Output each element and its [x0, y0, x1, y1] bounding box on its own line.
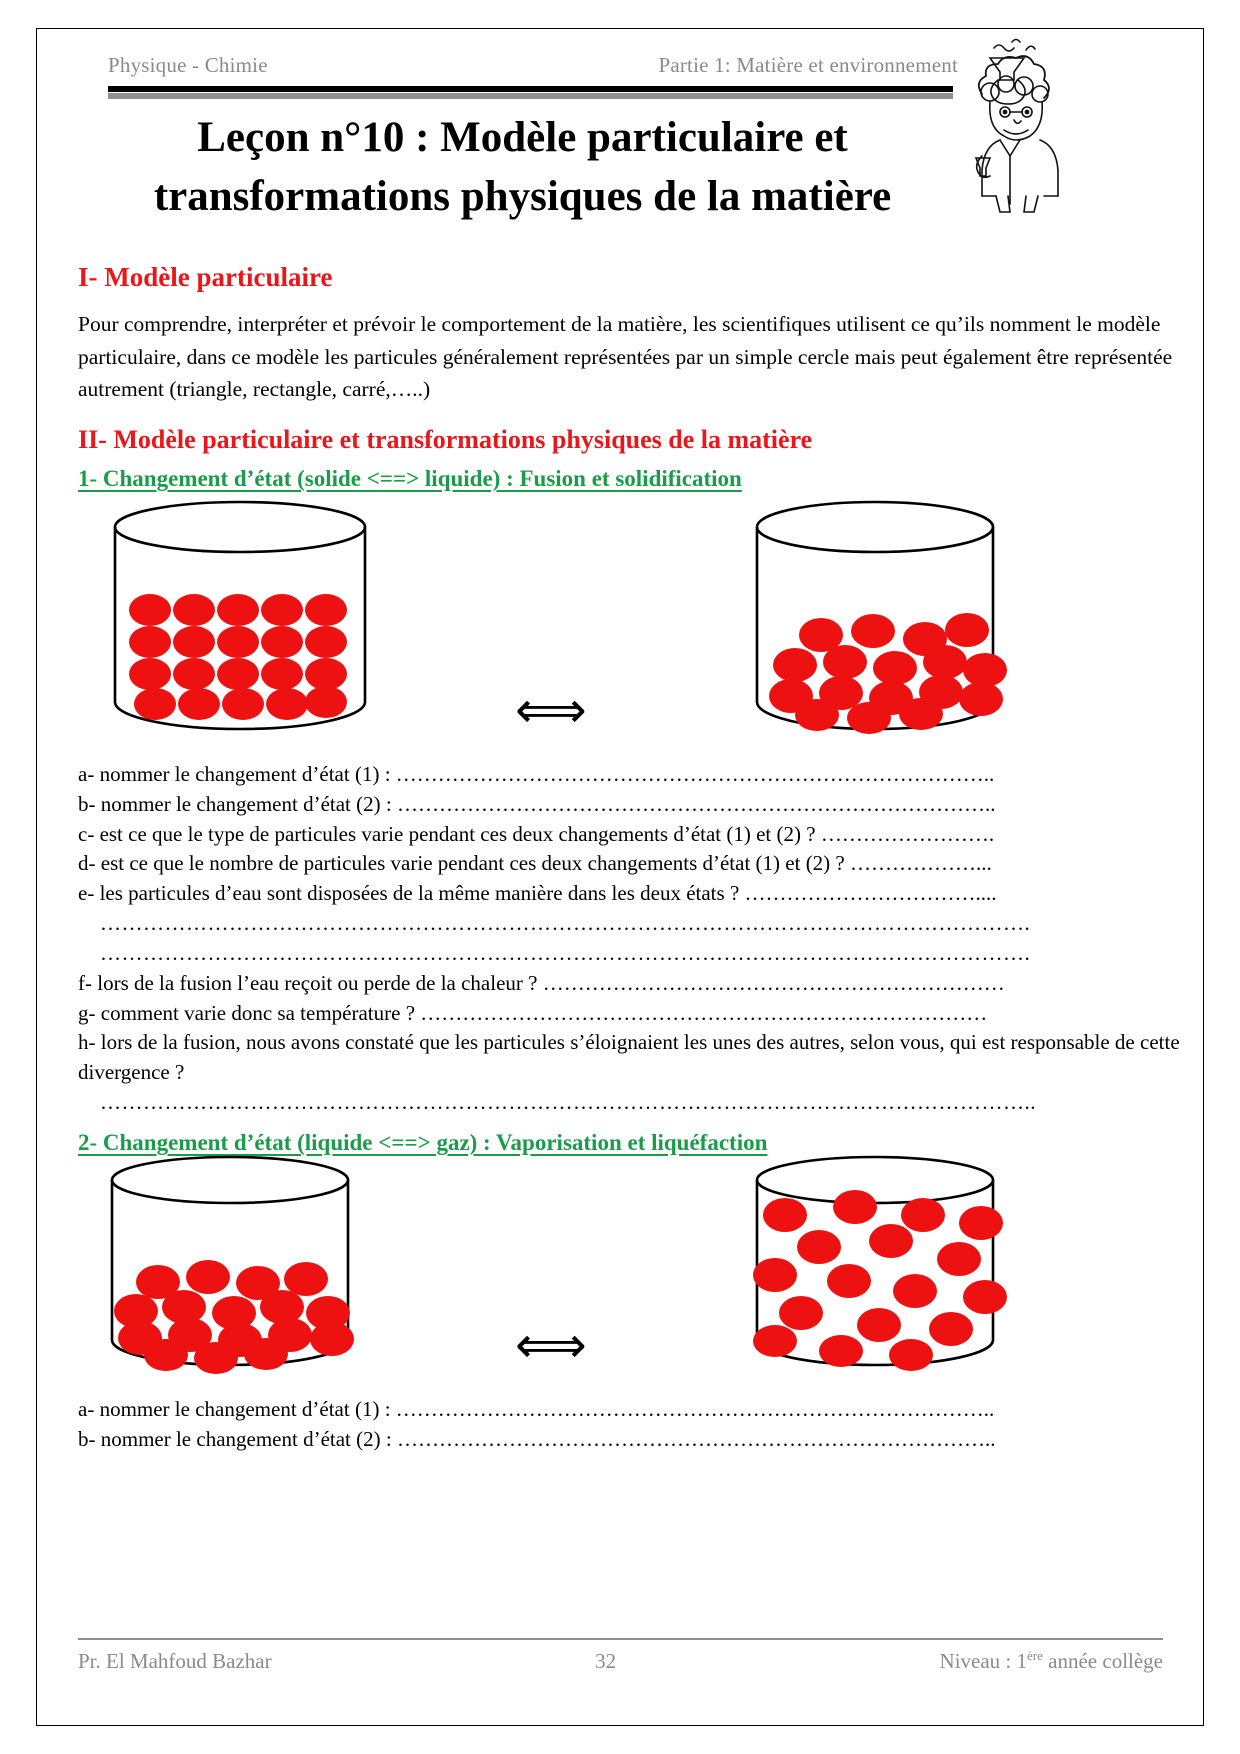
subsection-2-heading: 2- Changement d’état (liquide <==> gaz) : Vaporisation et liquéfaction: [78, 1130, 768, 1155]
header-rule-black: [108, 86, 953, 92]
beaker-gas: [745, 1155, 1025, 1385]
question-line: a- nommer le changement d’état (1) : …………………………………………………………………………..: [78, 1397, 995, 1421]
question-line: b- nommer le changement d’état (2) : …………………………………………………………………………..: [78, 791, 996, 816]
question-line: b- nommer le changement d’état (2) : …………………………………………………………………………..: [78, 1426, 996, 1451]
question-block-1: [78, 760, 1183, 1118]
question-line: c- est ce que le type de particules varie pendant ces deux changements d’état (1) et (2) ? …………………….: [78, 821, 995, 846]
answer-dotted-line: ………………………………………………………………………………………………………………….: [100, 911, 1031, 936]
footer-page-number: 32: [595, 1648, 617, 1673]
footer-level-suffix: année collège: [1042, 1649, 1163, 1673]
transformation-arrow-1: ⟺: [515, 681, 587, 739]
scientist-mascot-icon: [960, 36, 1080, 216]
beaker-liquid: [745, 500, 1025, 750]
header-rule-gray: [108, 93, 953, 99]
question-line: e- les particules d’eau sont disposées de la même manière dans les deux états ? ……………………………....: [78, 881, 997, 906]
answer-dotted-line: ………………………………………………………………………………………………………………….: [100, 940, 1031, 965]
footer-level: [940, 1648, 1163, 1674]
figure-liquid-gas: [0, 1155, 1240, 1385]
question-line: a- nommer le changement d’état (1) : …………………………………………………………………………..: [78, 762, 995, 786]
answer-dotted-line: …………………………………………………………………………………………………………………..: [100, 1089, 1036, 1114]
page-title: Leçon n°10 : Modèle particulaire et transformations physiques de la matière: [153, 114, 892, 221]
question-line: h- lors de la fusion, nous avons constaté que les particules s’éloignaient les unes des autres, selon vous, qui est responsable de cette divergence ?: [78, 1030, 1180, 1085]
section-2-heading: II- Modèle particulaire et transformations physiques de la matière: [78, 425, 813, 454]
footer-level-prefix: Niveau : 1: [939, 1649, 1028, 1673]
beaker-solid: [100, 500, 400, 750]
header-subject: Physique - Chimie: [108, 52, 268, 77]
section-1-heading: I- Modèle particulaire: [78, 262, 333, 292]
footer-level-ordinal: ère: [1027, 1648, 1043, 1663]
footer-author: Pr. El Mahfoud Bazhar: [78, 1648, 272, 1673]
question-block-2: [78, 1395, 1183, 1455]
beaker-liquid-2: [100, 1155, 380, 1385]
transformation-arrow-2: ⟺: [515, 1316, 587, 1374]
question-line: f- lors de la fusion l’eau reçoit ou perde de la chaleur ? …………………………………………………………: [78, 970, 1005, 995]
figure-solid-liquid: [0, 500, 1240, 750]
footer-rule: [78, 1638, 1163, 1640]
header-part: Partie 1: Matière et environnement: [658, 52, 958, 77]
page-header: [108, 48, 958, 82]
question-line: g- comment varie donc sa température ? ………………………………………………………………………: [78, 1000, 988, 1025]
page-footer: [78, 1648, 1163, 1674]
subsection-1-heading: 1- Changement d’état (solide <==> liquide) : Fusion et solidification: [78, 466, 742, 491]
section-1-paragraph: Pour comprendre, interpréter et prévoir le comportement de la matière, les scientifiques utilisent ce qu’ils nomment le modèle particulaire, dans ce modèle les particules généralement représentées par un simple cercle mais peut également être représentée autrement (triangle, rectangle, carré,…..): [78, 312, 1173, 402]
question-line: d- est ce que le nombre de particules varie pendant ces deux changements d’état (1) et (2) ? ………………...: [78, 851, 992, 876]
